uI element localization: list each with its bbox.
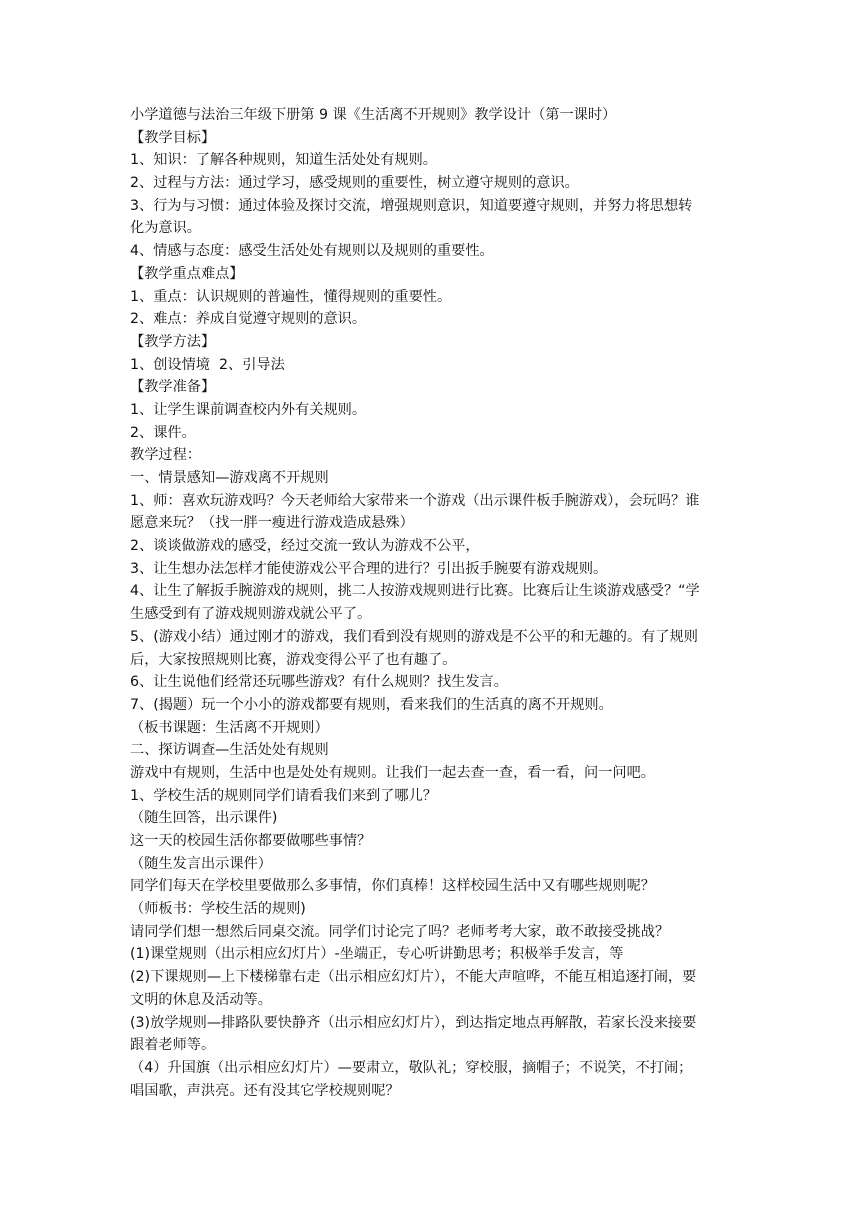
paragraph-line: （板书课题：生活离不开规则） — [130, 719, 329, 736]
section-heading-methods: 【教学方法】 — [130, 333, 216, 350]
paragraph-line: 1、创设情境 2、引导法 — [130, 356, 285, 373]
section-heading-process: 教学过程： — [130, 447, 201, 464]
paragraph-line: 游戏中有规则，生活中也是处处有规则。让我们一起去查一查，看一看，问一问吧。 — [130, 764, 655, 781]
paragraph-line: 7、(揭题）玩一个小小的游戏都要有规则，看来我们的生活真的离不开规则。 — [130, 696, 613, 713]
paragraph-line: 3、行为与习惯：通过体验及探讨交流，增强规则意识，知道要遵守规则，并努力将思想转 — [130, 197, 693, 214]
paragraph-line: （师板书：学校生活的规则) — [130, 901, 306, 918]
paragraph-line: 这一天的校园生活你都要做哪些事情？ — [130, 833, 372, 849]
paragraph-line: 2、课件。 — [130, 424, 196, 441]
paragraph-line: (2)下课规则—上下楼梯靠右走（出示相应幻灯片），不能大声喧哗，不能互相追逐打闹，要 — [130, 969, 697, 986]
paragraph-line: 愿意来玩？（找一胖一瘦进行游戏造成悬殊） — [130, 515, 414, 532]
paragraph-line: 5、(游戏小结）通过刚才的游戏，我们看到没有规则的游戏是不公平的和无趣的。有了规则 — [130, 628, 698, 645]
paragraph-line: 文明的休息及活动等。 — [130, 991, 272, 1008]
subsection-heading: 一、情景感知—游戏离不开规则 — [130, 470, 329, 486]
paragraph-line: 化为意识。 — [130, 220, 201, 237]
section-heading-preparation: 【教学准备】 — [130, 379, 216, 396]
paragraph-line: 4、让生了解扳手腕游戏的规则，挑二人按游戏规则进行比赛。比赛后让生谈游戏感受？“学 — [130, 583, 700, 600]
subsection-heading: 二、探访调查—生活处处有规则 — [130, 742, 329, 759]
section-heading-key-points: 【教学重点难点】 — [130, 265, 244, 282]
paragraph-line: (1)课堂规则（出示相应幻灯片）-坐端正，专心听讲勤思考；积极举手发言，等 — [130, 946, 624, 963]
paragraph-line: （随生回答，出示课件) — [130, 810, 278, 827]
paragraph-line: 1、学校生活的规则同学们请看我们来到了哪儿？ — [130, 787, 437, 804]
paragraph-line: (3)放学规则—排路队要快静齐（出示相应幻灯片），到达指定地点再解散，若家长没来接要 — [130, 1014, 697, 1031]
paragraph-line: 跟着老师等。 — [130, 1037, 216, 1054]
paragraph-line: 3、让生想办法怎样才能使游戏公平合理的进行？引出扳手腕要有游戏规则。 — [130, 560, 608, 577]
paragraph-line: 1、知识：了解各种规则，知道生活处处有规则。 — [130, 152, 437, 169]
paragraph-line: 2、难点：养成自觉遵守规则的意识。 — [130, 311, 367, 328]
paragraph-line: 1、师：喜欢玩游戏吗？今天老师给大家带来一个游戏（出示课件板手腕游戏），会玩吗？谁 — [130, 492, 700, 509]
document-title: 小学道德与法治三年级下册第 9 课《生活离不开规则》教学设计（第一课时） — [130, 107, 617, 123]
paragraph-line: 后，大家按照规则比赛，游戏变得公平了也有趣了。 — [130, 651, 457, 668]
section-heading-objectives: 【教学目标】 — [130, 129, 216, 146]
paragraph-line: 同学们每天在学校里要做那么多事情，你们真棒！这样校园生活中又有哪些规则呢？ — [130, 878, 655, 895]
paragraph-line: 2、过程与方法：通过学习，感受规则的重要性，树立遵守规则的意识。 — [130, 175, 579, 192]
paragraph-line: 2、谈谈做游戏的感受，经过交流一致认为游戏不公平， — [130, 538, 480, 555]
paragraph-line: 1、让学生课前调查校内外有关规则。 — [130, 401, 367, 418]
paragraph-line: （随生发言出示课件） — [130, 855, 272, 872]
paragraph-line: 6、让生说他们经常还玩哪些游戏？有什么规则？找生发言。 — [130, 674, 508, 691]
paragraph-line: 1、重点：认识规则的普遍性，懂得规则的重要性。 — [130, 288, 452, 305]
paragraph-line: （4）升国旗（出示相应幻灯片）—要肃立，敬队礼；穿校服，摘帽子；不说笑，不打闹； — [130, 1059, 693, 1076]
paragraph-line: 唱国歌，声洪亮。还有没其它学校规则呢？ — [130, 1082, 400, 1099]
paragraph-line: 请同学们想一想然后同桌交流。同学们讨论完了吗？老师考考大家，敢不敢接受挑战？ — [130, 923, 670, 940]
paragraph-line: 4、情感与态度：感受生活处处有规则以及规则的重要性。 — [130, 243, 494, 260]
paragraph-line: 生感受到有了游戏规则游戏就公平了。 — [130, 606, 372, 623]
document-page — [130, 104, 740, 1102]
